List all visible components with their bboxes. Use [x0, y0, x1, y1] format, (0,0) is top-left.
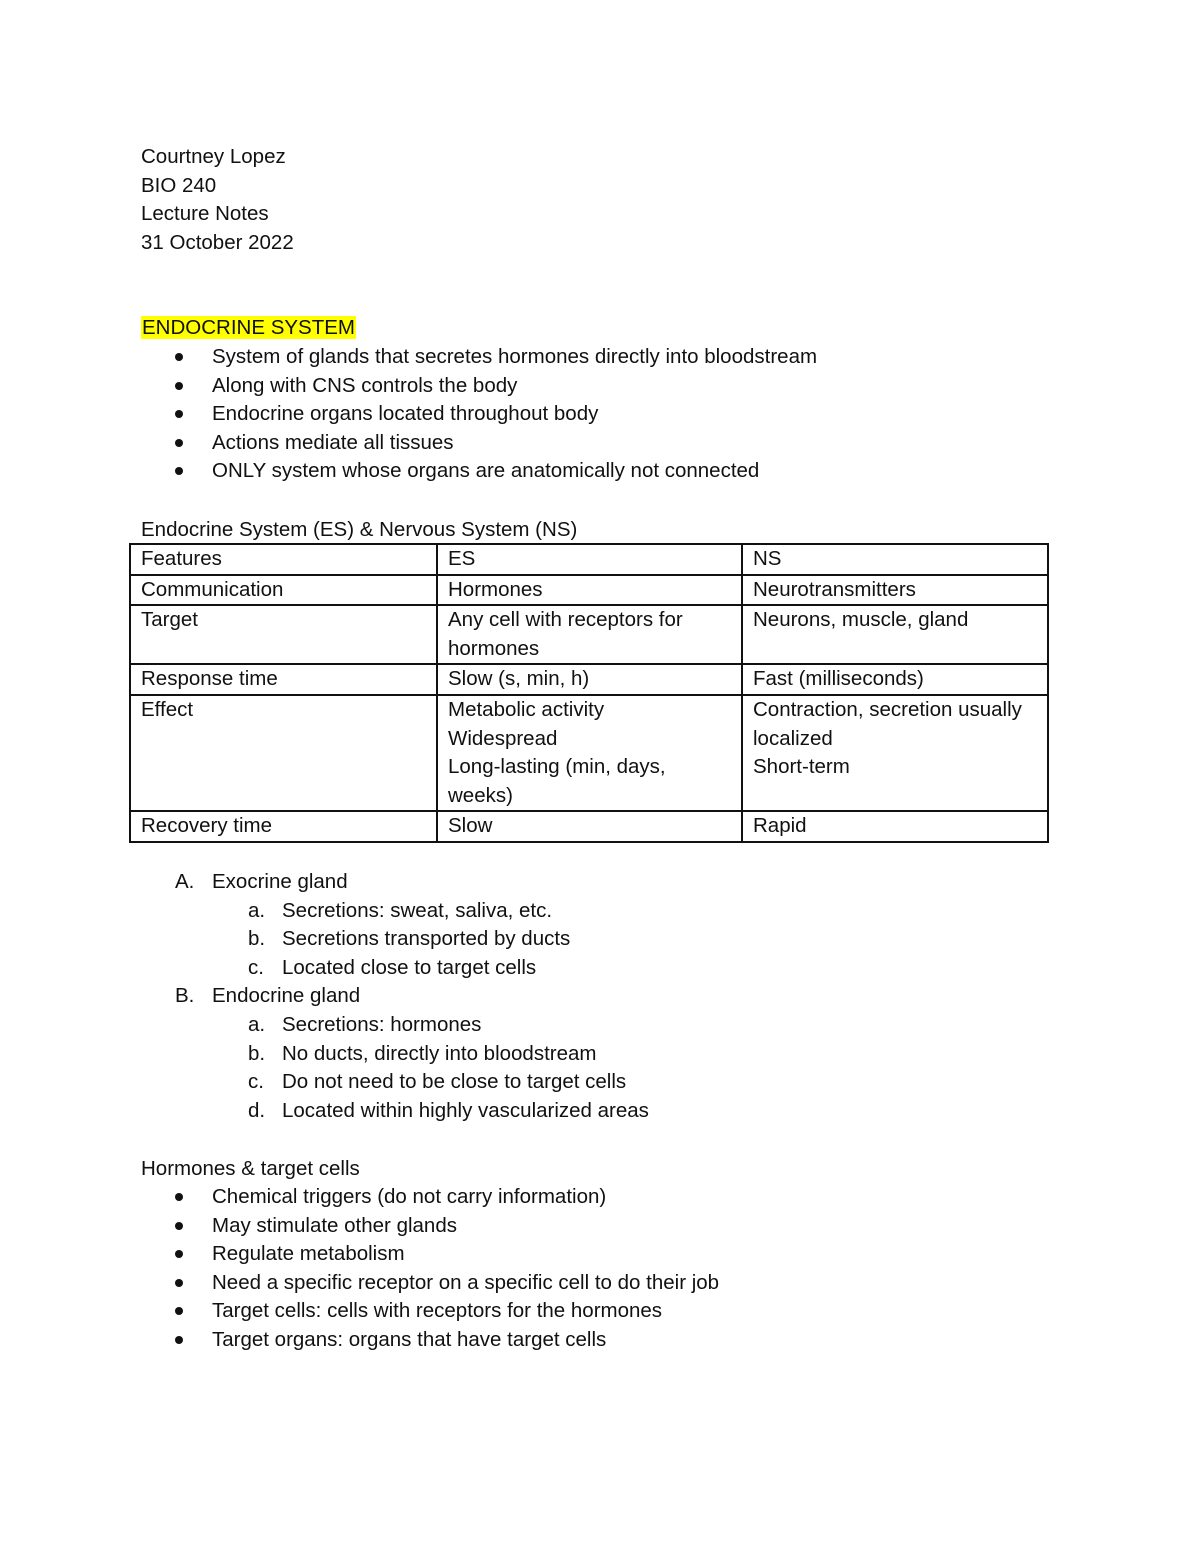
feature-cell: Response time [130, 664, 437, 695]
header-cell-features: Features [130, 544, 437, 575]
course-code: BIO 240 [141, 173, 217, 197]
bullet-icon [175, 467, 183, 475]
outline-text: Do not need to be close to target cells [282, 1070, 627, 1094]
endocrine-bullet-list [141, 343, 817, 486]
outline-subitem [141, 1068, 649, 1097]
list-item-text: System of glands that secretes hormones directly into bloodstream [212, 345, 818, 368]
ns-cell [742, 575, 1048, 606]
list-item-text: Chemical triggers (do not carry information) [212, 1185, 607, 1208]
outline-item-endocrine [141, 982, 649, 1011]
table-row [130, 605, 1048, 664]
document-date: 31 October 2022 [141, 230, 294, 254]
ns-cell [742, 605, 1048, 664]
bullet-icon [175, 439, 183, 447]
bullet-icon [175, 353, 183, 361]
cell-line: Any cell with receptors for [448, 608, 683, 632]
outline-subitem [141, 1011, 649, 1040]
feature-cell: Recovery time [130, 811, 437, 842]
outline-subitem [141, 897, 649, 926]
table-row [130, 575, 1048, 606]
outline-subitem [141, 1040, 649, 1069]
header-cell-ns: NS [742, 544, 1048, 575]
outline-text: Secretions: hormones [282, 1012, 482, 1036]
hormones-section-title: Hormones & target cells [141, 1157, 360, 1180]
gland-outline [141, 868, 649, 1125]
outline-label: Endocrine gland [212, 984, 361, 1008]
outline-marker: c. [248, 1070, 264, 1094]
es-cell [437, 664, 742, 695]
list-item [141, 1326, 719, 1355]
cell-line: Rapid [753, 814, 807, 838]
list-item [141, 372, 817, 401]
bullet-icon [175, 1279, 183, 1287]
header-cell-es: ES [437, 544, 742, 575]
ns-cell [742, 811, 1048, 842]
outline-subitem [141, 925, 649, 954]
es-cell [437, 575, 742, 606]
outline-subitem [141, 954, 649, 983]
cell-line: Metabolic activity [448, 697, 605, 721]
cell-line: localized [753, 726, 833, 750]
outline-text: No ducts, directly into bloodstream [282, 1041, 597, 1065]
table-row [130, 695, 1048, 811]
table-row [130, 811, 1048, 842]
bullet-icon [175, 410, 183, 418]
list-item-text: Along with CNS controls the body [212, 373, 518, 397]
feature-cell: Target [130, 605, 437, 664]
cell-line: hormones [448, 636, 540, 660]
list-item [141, 1269, 719, 1298]
list-item-text: ONLY system whose organs are anatomically not connected [212, 459, 760, 483]
cell-line: Hormones [448, 577, 543, 601]
author-name: Courtney Lopez [141, 145, 286, 168]
outline-item-exocrine [141, 868, 649, 897]
bullet-icon [175, 1193, 183, 1201]
list-item-text: Regulate metabolism [212, 1242, 405, 1266]
table-header-row [130, 544, 1048, 575]
cell-line: Neurotransmitters [753, 577, 916, 601]
bullet-icon [175, 1250, 183, 1258]
ns-cell [742, 695, 1048, 811]
comparison-table [129, 543, 1049, 843]
outline-marker: b. [248, 927, 266, 951]
bullet-icon [175, 1307, 183, 1315]
outline-marker: a. [248, 898, 266, 922]
list-item [141, 400, 817, 429]
es-cell [437, 605, 742, 664]
bullet-icon [175, 382, 183, 390]
cell-line: Fast (milliseconds) [753, 667, 924, 691]
outline-marker: a. [248, 1012, 266, 1036]
cell-line: weeks) [448, 783, 513, 807]
document-header [141, 143, 294, 257]
list-item [141, 1183, 719, 1212]
es-cell [437, 811, 742, 842]
list-item [141, 1297, 719, 1326]
list-item-text: May stimulate other glands [212, 1213, 457, 1237]
list-item [141, 343, 817, 372]
feature-cell: Effect [130, 695, 437, 811]
outline-marker: c. [248, 955, 264, 979]
outline-marker: A. [175, 870, 195, 893]
outline-marker: B. [175, 984, 195, 1008]
outline-text: Located within highly vascularized areas [282, 1098, 649, 1122]
cell-line: Slow (s, min, h) [448, 667, 590, 691]
outline-text: Located close to target cells [282, 955, 537, 979]
document-type: Lecture Notes [141, 202, 269, 226]
outline-marker: d. [248, 1098, 266, 1122]
outline-subitem [141, 1097, 649, 1126]
outline-label: Exocrine gland [212, 870, 348, 893]
bullet-icon [175, 1336, 183, 1344]
highlighted-heading: ENDOCRINE SYSTEM [142, 316, 355, 339]
list-item-text: Actions mediate all tissues [212, 430, 454, 454]
list-item-text: Target cells: cells with receptors for the hormones [212, 1299, 663, 1323]
endocrine-section-title [141, 314, 356, 343]
cell-line: Widespread [448, 726, 558, 750]
cell-line: Slow [448, 814, 493, 838]
list-item [141, 1240, 719, 1269]
table-row [130, 664, 1048, 695]
ns-cell [742, 664, 1048, 695]
list-item [141, 457, 817, 486]
list-item-text: Endocrine organs located throughout body [212, 402, 599, 426]
list-item-text: Target organs: organs that have target cells [212, 1327, 607, 1351]
cell-line: Short-term [753, 755, 850, 779]
table-caption: Endocrine System (ES) & Nervous System (NS) [141, 518, 578, 541]
es-cell [437, 695, 742, 811]
outline-marker: b. [248, 1041, 266, 1065]
cell-line: Neurons, muscle, gland [753, 608, 969, 632]
cell-line: Contraction, secretion usually [753, 697, 1022, 721]
list-item [141, 429, 817, 458]
bullet-icon [175, 1222, 183, 1230]
list-item-text: Need a specific receptor on a specific cell to do their job [212, 1270, 720, 1294]
list-item [141, 1212, 719, 1241]
hormones-bullet-list [141, 1183, 719, 1355]
feature-cell: Communication [130, 575, 437, 606]
outline-text: Secretions transported by ducts [282, 927, 571, 951]
outline-text: Secretions: sweat, saliva, etc. [282, 898, 553, 922]
cell-line: Long-lasting (min, days, [448, 755, 666, 779]
